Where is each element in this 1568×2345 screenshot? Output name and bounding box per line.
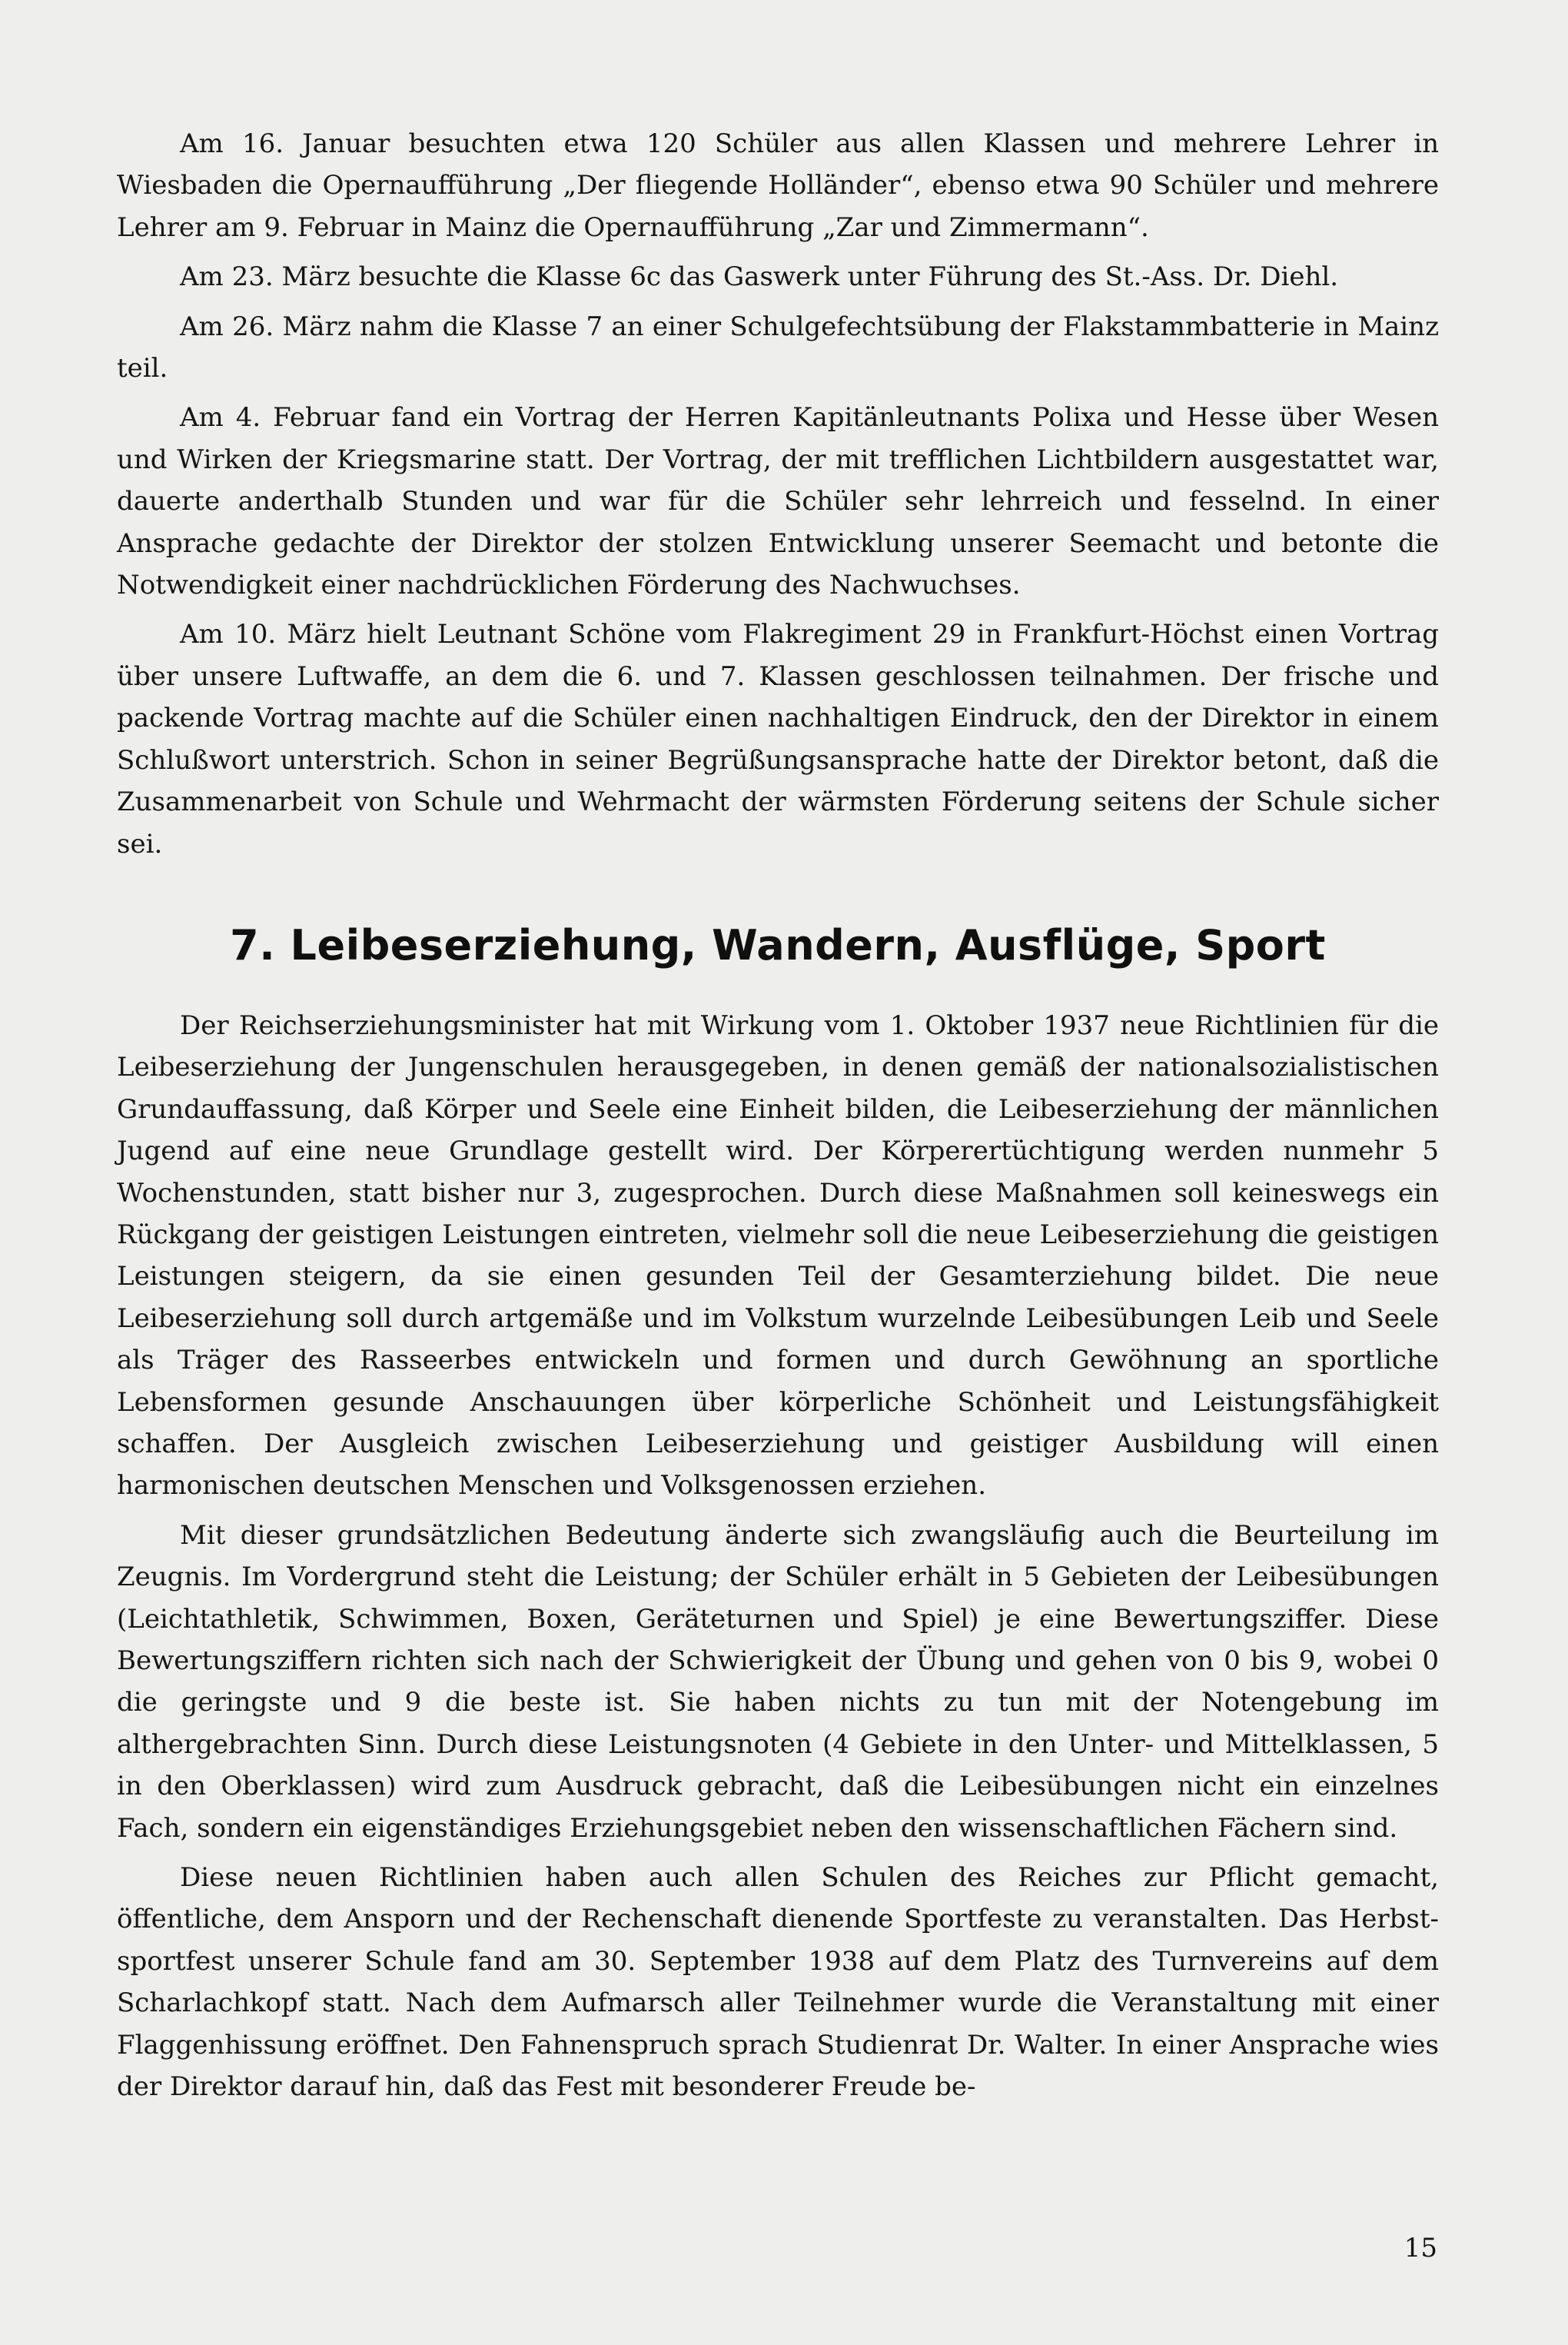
paragraph-gasworks-visit: Am 23. März besuchte die Klasse 6c das Gaswerk unter Führung des St.-Ass. Dr. Diehl.: [180, 261, 1339, 293]
paragraph-opera-visits: Am 16. Januar besuchten etwa 120 Schüler aus allen Klassen und mehrere Lehrer in Wiesbaden die Opernaufführung „Der fliegende Holländer“, ebenso etwa 90 Schüler und mehrere Lehrer am 9. Februar in Mainz die Opernaufführung „Zar und Zimmermann“.: [117, 128, 1439, 243]
paragraph-flak-exercise: Am 26. März nahm die Klasse 7 an einer Schulgefechtsübung der Flakstammbatterie in Mainz teil.: [117, 311, 1439, 384]
paragraph-navy-lecture: Am 4. Februar fand ein Vortrag der Herren Kapitänleutnants Polixa und Hesse über Wesen und Wirken der Kriegsmarine statt. Der Vortrag, der mit trefflichen Lichtbildern ausgestattet war, dauerte anderthalb Stunden und war für die Schüler sehr lehrreich und fesselnd. In einer Ansprache gedachte der Direktor der stolzen Entwicklung unserer Seemacht und betonte die Notwendigkeit einer nachdrücklichen Förderung des Nachwuchses.: [117, 402, 1439, 601]
section-heading: 7. Leibeserziehung, Wandern, Ausflüge, Sport: [230, 920, 1326, 970]
page-body: [117, 123, 1439, 2115]
paragraph-guidelines: Der Reichserziehungsminister hat mit Wirkung vom 1. Oktober 1937 neue Richtlinien für die Leibeserziehung der Jungenschulen herausgegeben, in denen gemäß der nationalsozialistischen Grundauffassung, daß Körper und Seele eine Einheit bilden, die Leibeserziehung der männlichen Jugend auf eine neue Grundlage gestellt wird. Der Körperertüchtigung werden nunmehr 5 Wochenstunden, statt bisher nur 3, zugesprochen. Durch diese Maßnahmen soll keineswegs ein Rückgang der geistigen Leistungen eintreten, vielmehr soll die neue Leibeserziehung die geistigen Leistungen steigern, da sie einen gesunden Teil der Gesamterziehung bildet. Die neue Leibeserziehung soll durch artgemäße und im Volkstum wurzelnde Leibesübungen Leib und Seele als Träger des Rasseerbes entwickeln und formen und durch Gewöhnung an sportliche Lebensformen gesunde Anschauungen über körperliche Schönheit und Leistungsfähigkeit schaffen. Der Ausgleich zwischen Leibeserziehung und geistiger Ausbildung will einen harmonischen deutschen Menschen und Volksgenossen erziehen.: [117, 1010, 1439, 1502]
paragraph-airforce-lecture: Am 10. März hielt Leutnant Schöne vom Flakregiment 29 in Frankfurt-Höchst einen Vortrag über unsere Luftwaffe, an dem die 6. und 7. Klassen geschlossen teilnahmen. Der frische und packende Vortrag machte auf die Schüler einen nachhaltigen Eindruck, den der Direktor in einem Schlußwort unterstrich. Schon in seiner Begrüßungsansprache hatte der Direktor betont, daß die Zusammenarbeit von Schule und Wehrmacht der wärmsten Förderung seitens der Schule sicher sei.: [117, 619, 1439, 860]
paragraph-sports-festival: Diese neuen Richtlinien haben auch allen Schulen des Reiches zur Pflicht gemacht, öffentliche, dem Ansporn und der Rechenschaft dienende Sportfeste zu veranstalten. Das Herbstsportfest unserer Schule fand am 30. September 1938 auf dem Platz des Turnvereins auf dem Scharlachkopf statt. Nach dem Aufmarsch aller Teilnehmer wurde die Veranstaltung mit einer Flaggenhissung eröffnet. Den Fahnenspruch sprach Studienrat Dr. Walter. In einer Ansprache wies der Direktor darauf hin, daß das Fest mit besonderer Freude be-: [117, 1862, 1439, 2103]
paragraph-assessment: Mit dieser grundsätzlichen Bedeutung änderte sich zwangsläufig auch die Beurteilung im Zeugnis. Im Vordergrund steht die Leistung; der Schüler erhält in 5 Gebieten der Leibesübungen (Leichtathletik, Schwimmen, Boxen, Geräteturnen und Spiel) je eine Bewertungsziffer. Diese Bewertungsziffern richten sich nach der Schwierigkeit der Übung und gehen von 0 bis 9, wobei 0 die geringste und 9 die beste ist. Sie haben nichts zu tun mit der Notengebung im althergebrachten Sinn. Durch diese Leistungsnoten (4 Gebiete in den Unter- und Mittelklassen, 5 in den Oberklassen) wird zum Ausdruck gebracht, daß die Leibesübungen nicht ein einzelnes Fach, sondern ein eigenständiges Erziehungsgebiet neben den wissenschaftlichen Fächern sind.: [117, 1519, 1439, 1844]
page-number: 15: [1404, 2233, 1437, 2264]
